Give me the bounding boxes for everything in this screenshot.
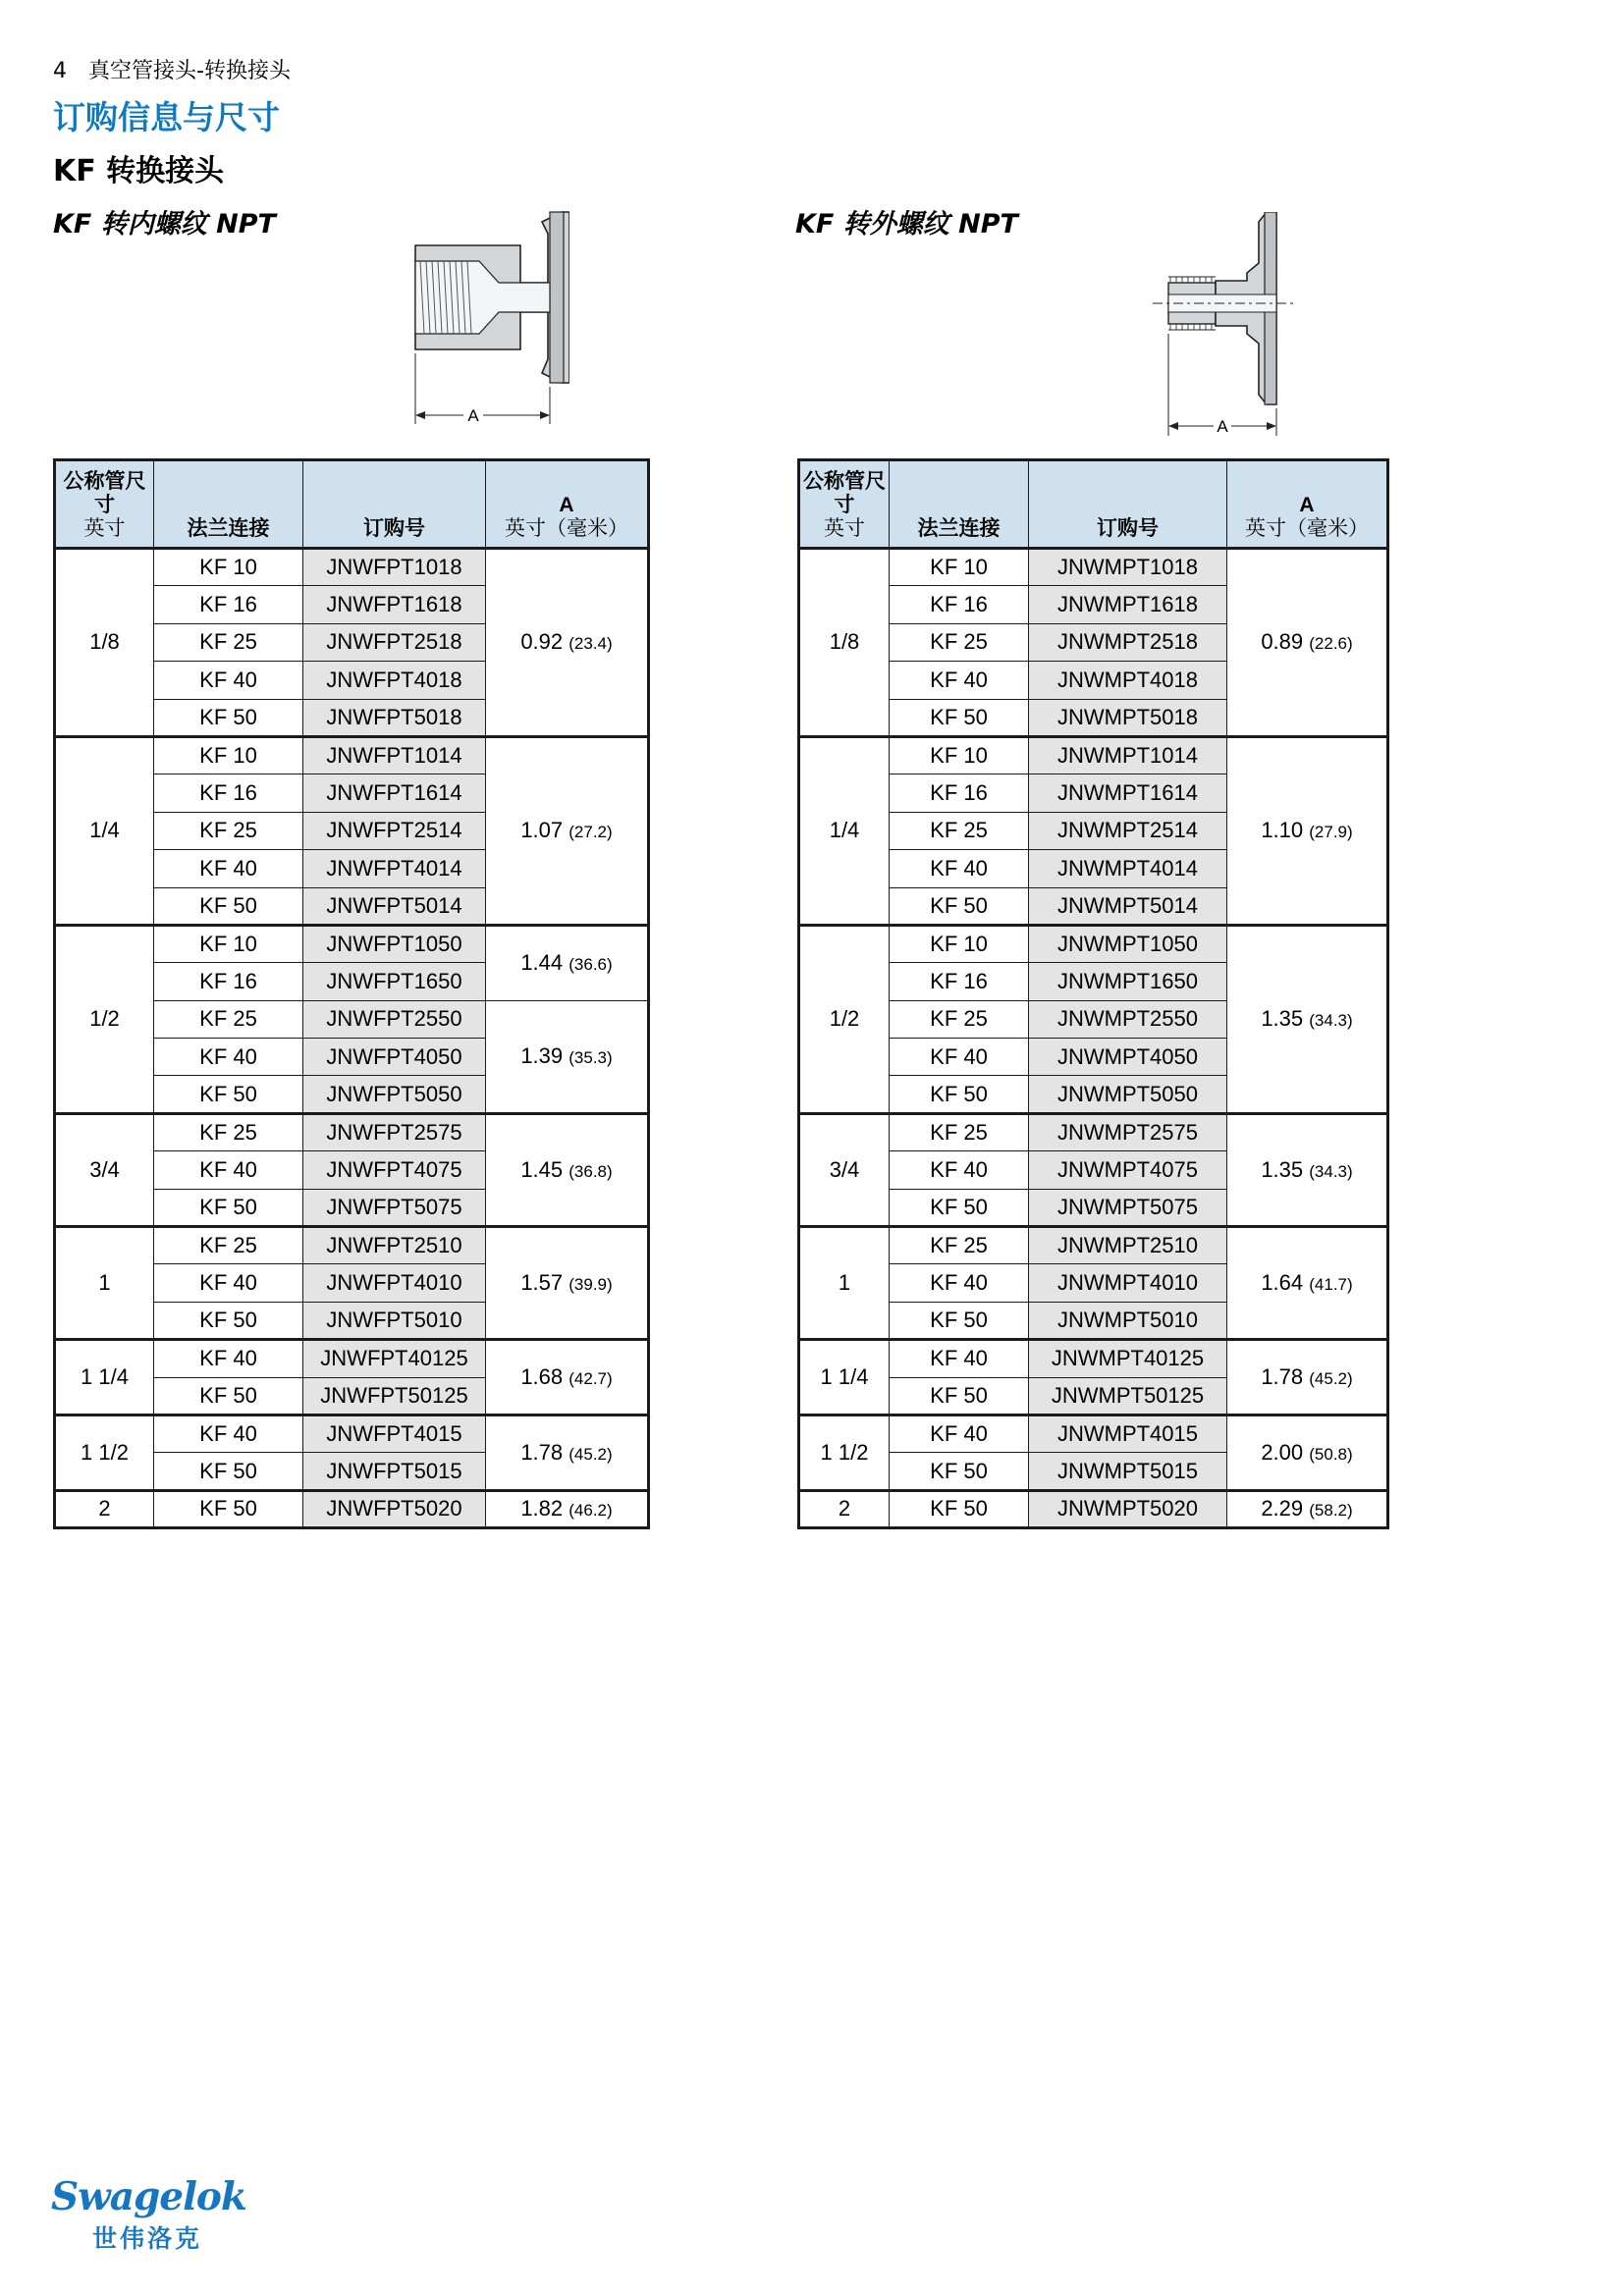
flange-cell: KF 25 [154, 1227, 303, 1264]
tube-size-cell: 1/4 [799, 736, 890, 925]
part-number-cell: JNWFPT2514 [303, 812, 486, 849]
tube-size-cell: 1 [55, 1227, 154, 1340]
flange-cell: KF 16 [890, 774, 1029, 812]
dimension-inch: 1.78 [520, 1439, 564, 1465]
part-number-cell: JNWMPT5015 [1029, 1453, 1227, 1490]
flange-cell: KF 25 [890, 1227, 1029, 1264]
size-group [799, 1415, 1388, 1490]
part-number-cell: JNWMPT4014 [1029, 850, 1227, 887]
dimension-a-cell [486, 1490, 649, 1527]
part-number-cell: JNWFPT2575 [303, 1113, 486, 1150]
dimension-inch: 1.39 [520, 1043, 564, 1069]
col-part-number: 订购号 [1029, 460, 1227, 549]
tube-size-cell: 1/2 [799, 925, 890, 1113]
tube-size-cell: 2 [799, 1490, 890, 1527]
table-row [799, 1227, 1388, 1264]
size-group [55, 736, 649, 925]
part-number-cell: JNWMPT2510 [1029, 1227, 1227, 1264]
part-number-cell: JNWMPT4050 [1029, 1039, 1227, 1076]
part-number-cell: JNWFPT1050 [303, 925, 486, 962]
dimension-mm: (36.8) [568, 1161, 613, 1181]
part-number-cell: JNWFPT5014 [303, 887, 486, 925]
part-number-cell: JNWFPT4075 [303, 1151, 486, 1189]
flange-cell: KF 50 [154, 1189, 303, 1226]
part-number-cell: JNWMPT1614 [1029, 774, 1227, 812]
part-number-cell: JNWFPT1014 [303, 736, 486, 774]
tube-size-cell: 1 1/4 [799, 1340, 890, 1415]
flange-cell: KF 50 [890, 1076, 1029, 1113]
dimension-inch: 0.92 [520, 629, 564, 655]
left-product-title: KF 转内螺纹 NPT [53, 209, 276, 240]
flange-cell: KF 40 [890, 1264, 1029, 1302]
part-number-cell: JNWFPT5050 [303, 1076, 486, 1113]
dimension-a-cell [486, 549, 649, 737]
flange-cell: KF 50 [890, 699, 1029, 736]
left-dimension-label: A [467, 406, 479, 425]
dimension-inch: 1.10 [1261, 818, 1304, 843]
size-group [799, 1113, 1388, 1226]
dimension-mm: (34.3) [1309, 1161, 1353, 1181]
part-number-cell: JNWFPT4014 [303, 850, 486, 887]
flange-cell: KF 25 [890, 623, 1029, 661]
table-row [799, 925, 1388, 962]
part-number-cell: JNWMPT4018 [1029, 662, 1227, 699]
part-number-cell: JNWMPT5050 [1029, 1076, 1227, 1113]
tube-size-cell: 1 [799, 1227, 890, 1340]
flange-cell: KF 40 [890, 1039, 1029, 1076]
flange-cell: KF 50 [154, 1302, 303, 1339]
part-number-cell: JNWFPT40125 [303, 1340, 486, 1377]
tube-size-cell: 3/4 [55, 1113, 154, 1226]
logo-wordmark: Swagelok [51, 2174, 246, 2219]
dimension-mm: (46.2) [568, 1501, 613, 1521]
flange-cell: KF 10 [890, 736, 1029, 774]
part-number-cell: JNWMPT50125 [1029, 1377, 1227, 1415]
flange-cell: KF 50 [890, 1189, 1029, 1226]
table-row [55, 1415, 649, 1452]
dimension-inch: 1.35 [1261, 1006, 1304, 1032]
flange-cell: KF 16 [890, 963, 1029, 1000]
part-number-cell: JNWFPT1650 [303, 963, 486, 1000]
part-number-cell: JNWFPT2518 [303, 623, 486, 661]
section-title: 订购信息与尺寸 [53, 98, 280, 136]
dimension-mm: (58.2) [1309, 1501, 1353, 1521]
part-number-cell: JNWFPT5015 [303, 1453, 486, 1490]
female-npt-adapter-drawing [403, 206, 569, 432]
part-number-cell: JNWFPT50125 [303, 1377, 486, 1415]
left-ordering-table [53, 458, 650, 1529]
part-number-cell: JNWFPT1018 [303, 549, 486, 586]
flange-cell: KF 50 [154, 887, 303, 925]
table-row [55, 1340, 649, 1377]
tube-size-cell: 1 1/2 [799, 1415, 890, 1490]
dimension-inch: 1.64 [1261, 1270, 1304, 1296]
part-number-cell: JNWMPT1014 [1029, 736, 1227, 774]
tube-size-cell: 1/2 [55, 925, 154, 1113]
logo-chinese-name: 世伟洛克 [92, 2224, 203, 2253]
dimension-mm: (36.6) [568, 955, 613, 975]
flange-cell: KF 40 [154, 850, 303, 887]
part-number-cell: JNWFPT2510 [303, 1227, 486, 1264]
part-number-cell: JNWMPT2575 [1029, 1113, 1227, 1150]
part-number-cell: JNWMPT5075 [1029, 1189, 1227, 1226]
flange-cell: KF 40 [154, 1039, 303, 1076]
dimension-mm: (23.4) [568, 634, 613, 654]
size-group [55, 1113, 649, 1226]
right-ordering-table [797, 458, 1389, 1529]
flange-cell: KF 25 [890, 1113, 1029, 1150]
dimension-inch: 1.68 [520, 1364, 564, 1390]
dimension-a-cell [1227, 1415, 1388, 1490]
flange-cell: KF 16 [154, 963, 303, 1000]
flange-cell: KF 40 [154, 1415, 303, 1452]
flange-cell: KF 50 [890, 1453, 1029, 1490]
dimension-mm: (34.3) [1309, 1011, 1353, 1031]
part-number-cell: JNWMPT40125 [1029, 1340, 1227, 1377]
dimension-a-cell [486, 736, 649, 925]
dimension-mm: (39.9) [568, 1275, 613, 1295]
tube-size-cell: 1/8 [55, 549, 154, 737]
flange-cell: KF 40 [890, 1415, 1029, 1452]
dimension-mm: (45.2) [1309, 1369, 1353, 1389]
part-number-cell: JNWFPT4010 [303, 1264, 486, 1302]
size-group [799, 549, 1388, 737]
dimension-a-cell [486, 925, 649, 1000]
flange-cell: KF 25 [890, 812, 1029, 849]
flange-cell: KF 50 [890, 1377, 1029, 1415]
flange-cell: KF 50 [890, 1490, 1029, 1527]
part-number-cell: JNWMPT5014 [1029, 887, 1227, 925]
col-flange: 法兰连接 [154, 460, 303, 549]
table-row [799, 736, 1388, 774]
part-number-cell: JNWFPT4015 [303, 1415, 486, 1452]
flange-cell: KF 50 [890, 1302, 1029, 1339]
size-group [55, 925, 649, 1113]
col-dimension-a: A 英寸（毫米） [1227, 460, 1388, 549]
table-row [799, 1415, 1388, 1452]
dimension-mm: (27.2) [568, 823, 613, 842]
flange-cell: KF 25 [154, 812, 303, 849]
flange-cell: KF 16 [154, 586, 303, 623]
tube-size-cell: 2 [55, 1490, 154, 1527]
flange-cell: KF 40 [890, 1151, 1029, 1189]
flange-cell: KF 40 [890, 662, 1029, 699]
part-number-cell: JNWMPT5020 [1029, 1490, 1227, 1527]
flange-cell: KF 10 [154, 925, 303, 962]
dimension-a-cell [1227, 549, 1388, 737]
flange-cell: KF 16 [890, 586, 1029, 623]
table-row [799, 1490, 1388, 1527]
part-number-cell: JNWFPT5020 [303, 1490, 486, 1527]
dimension-mm: (45.2) [568, 1444, 613, 1464]
part-number-cell: JNWFPT1618 [303, 586, 486, 623]
part-number-cell: JNWMPT1050 [1029, 925, 1227, 962]
flange-cell: KF 16 [154, 774, 303, 812]
col-flange: 法兰连接 [890, 460, 1029, 549]
col-tube-size: 公称管尺寸 英寸 [55, 460, 154, 549]
flange-cell: KF 25 [154, 1000, 303, 1038]
part-number-cell: JNWMPT5018 [1029, 699, 1227, 736]
size-group [55, 1415, 649, 1490]
table-row [55, 1113, 649, 1150]
part-number-cell: JNWFPT2550 [303, 1000, 486, 1038]
dimension-inch: 2.00 [1261, 1439, 1304, 1465]
part-number-cell: JNWFPT5018 [303, 699, 486, 736]
flange-cell: KF 10 [154, 736, 303, 774]
tube-size-cell: 3/4 [799, 1113, 890, 1226]
part-number-cell: JNWMPT2518 [1029, 623, 1227, 661]
part-number-cell: JNWFPT5010 [303, 1302, 486, 1339]
dimension-inch: 1.82 [520, 1496, 564, 1522]
part-number-cell: JNWMPT2514 [1029, 812, 1227, 849]
dimension-a-cell [1227, 925, 1388, 1113]
part-number-cell: JNWFPT5075 [303, 1189, 486, 1226]
dimension-a-cell [1227, 1490, 1388, 1527]
size-group [799, 1490, 1388, 1527]
dimension-inch: 1.78 [1261, 1364, 1304, 1390]
col-dimension-a: A 英寸（毫米） [486, 460, 649, 549]
dimension-a-cell [486, 1227, 649, 1340]
flange-cell: KF 40 [154, 1264, 303, 1302]
part-number-cell: JNWMPT1650 [1029, 963, 1227, 1000]
dimension-a-cell [486, 1113, 649, 1226]
col-tube-size: 公称管尺寸 英寸 [799, 460, 890, 549]
flange-cell: KF 10 [890, 925, 1029, 962]
size-group [55, 549, 649, 737]
size-group [799, 736, 1388, 925]
tube-size-cell: 1/4 [55, 736, 154, 925]
dimension-inch: 0.89 [1261, 629, 1304, 655]
flange-cell: KF 50 [154, 1076, 303, 1113]
flange-cell: KF 10 [154, 549, 303, 586]
size-group [55, 1340, 649, 1415]
flange-cell: KF 50 [154, 699, 303, 736]
page-number: 4 [53, 59, 67, 83]
col-part-number: 订购号 [303, 460, 486, 549]
table-row [799, 1113, 1388, 1150]
table-row [799, 549, 1388, 586]
dimension-mm: (50.8) [1309, 1444, 1353, 1464]
dimension-inch: 1.07 [520, 818, 564, 843]
dimension-inch: 1.45 [520, 1156, 564, 1182]
part-number-cell: JNWMPT5010 [1029, 1302, 1227, 1339]
dimension-inch: 2.29 [1261, 1496, 1304, 1522]
part-number-cell: JNWFPT1614 [303, 774, 486, 812]
dimension-mm: (41.7) [1309, 1275, 1353, 1295]
size-group [55, 1490, 649, 1527]
swagelok-logo [51, 2174, 246, 2255]
dimension-a-cell [486, 1000, 649, 1113]
flange-cell: KF 40 [890, 1340, 1029, 1377]
dimension-a-cell [1227, 1113, 1388, 1226]
flange-cell: KF 50 [154, 1453, 303, 1490]
dimension-mm: (42.7) [568, 1369, 613, 1389]
dimension-inch: 1.44 [520, 950, 564, 976]
part-number-cell: JNWFPT4050 [303, 1039, 486, 1076]
flange-cell: KF 25 [890, 1000, 1029, 1038]
table-row [55, 736, 649, 774]
flange-cell: KF 10 [890, 549, 1029, 586]
page-header [53, 54, 291, 84]
flange-cell: KF 50 [154, 1377, 303, 1415]
size-group [55, 1227, 649, 1340]
table-row [55, 1490, 649, 1527]
flange-cell: KF 40 [154, 662, 303, 699]
flange-cell: KF 50 [154, 1490, 303, 1527]
dimension-mm: (35.3) [568, 1048, 613, 1068]
running-title: 真空管接头-转换接头 [88, 59, 291, 83]
dimension-a-cell [1227, 1227, 1388, 1340]
part-number-cell: JNWMPT2550 [1029, 1000, 1227, 1038]
tube-size-cell: 1/8 [799, 549, 890, 737]
male-npt-adapter-drawing [1149, 212, 1306, 440]
tube-size-cell: 1 1/2 [55, 1415, 154, 1490]
table-row [55, 925, 649, 962]
dimension-a-cell [1227, 736, 1388, 925]
flange-cell: KF 40 [890, 850, 1029, 887]
part-number-cell: JNWMPT1618 [1029, 586, 1227, 623]
dimension-a-cell [486, 1340, 649, 1415]
tube-size-cell: 1 1/4 [55, 1340, 154, 1415]
table-row [55, 1227, 649, 1264]
size-group [799, 1227, 1388, 1340]
part-number-cell: JNWMPT4075 [1029, 1151, 1227, 1189]
dimension-a-cell [1227, 1340, 1388, 1415]
part-number-cell: JNWMPT4015 [1029, 1415, 1227, 1452]
part-number-cell: JNWMPT4010 [1029, 1264, 1227, 1302]
right-dimension-label: A [1217, 417, 1228, 436]
dimension-a-cell [486, 1415, 649, 1490]
right-product-title: KF 转外螺纹 NPT [795, 209, 1018, 240]
table-row [55, 549, 649, 586]
dimension-mm: (27.9) [1309, 823, 1353, 842]
part-number-cell: JNWFPT4018 [303, 662, 486, 699]
dimension-inch: 1.35 [1261, 1156, 1304, 1182]
flange-cell: KF 40 [154, 1151, 303, 1189]
dimension-inch: 1.57 [520, 1270, 564, 1296]
flange-cell: KF 50 [890, 887, 1029, 925]
size-group [799, 925, 1388, 1113]
dimension-mm: (22.6) [1309, 634, 1353, 654]
flange-cell: KF 25 [154, 1113, 303, 1150]
part-number-cell: JNWMPT1018 [1029, 549, 1227, 586]
table-row [799, 1340, 1388, 1377]
flange-cell: KF 40 [154, 1340, 303, 1377]
size-group [799, 1340, 1388, 1415]
sub-title: KF 转换接头 [53, 154, 225, 188]
flange-cell: KF 25 [154, 623, 303, 661]
